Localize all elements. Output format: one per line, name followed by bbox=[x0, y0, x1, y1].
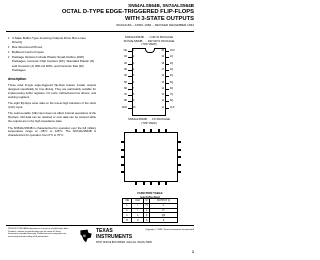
pin-stub bbox=[165, 89, 169, 90]
feature-text: 3-State Buffer-Type Inverting Outputs Drive Bus Lines Directly bbox=[12, 36, 86, 45]
pin-name: 4D bbox=[124, 75, 127, 78]
fk-pin-right bbox=[177, 141, 181, 143]
pin-stub bbox=[165, 101, 169, 102]
column-header: OUTPUT Q bbox=[149, 199, 177, 204]
svg-text:ti: ti bbox=[83, 232, 86, 238]
pin-number: 6 bbox=[133, 81, 135, 84]
fk-package-caption bbox=[106, 118, 192, 125]
table-cell: H bbox=[149, 208, 177, 213]
pin-number: 2 bbox=[133, 56, 135, 59]
feature-text: Buffered Control Inputs bbox=[12, 50, 44, 55]
pin-name: 5Q bbox=[170, 81, 174, 84]
table-cell: L bbox=[123, 208, 132, 213]
pin-stub bbox=[165, 108, 169, 109]
company-name bbox=[96, 229, 132, 240]
pin-number: 17 bbox=[161, 68, 164, 71]
fk-pin-bottom bbox=[158, 181, 160, 185]
pin-stub bbox=[165, 83, 169, 84]
company-name-line-1: TEXAS bbox=[96, 228, 113, 234]
pin-number: 5 bbox=[133, 75, 135, 78]
header-divider bbox=[6, 31, 194, 32]
pin-stub bbox=[128, 75, 135, 78]
fk-pin-bottom bbox=[165, 181, 167, 185]
doc-info: SDAS218A – APRIL 1982 – REVISED DECEMBER 1994 bbox=[116, 23, 194, 27]
fk-pin-left bbox=[121, 141, 125, 143]
fk-pin-top bbox=[165, 129, 167, 133]
feature-item bbox=[8, 50, 95, 54]
pin-stub bbox=[165, 70, 169, 71]
title-line-2: WITH 3-STATE OUTPUTS bbox=[124, 15, 194, 22]
pin-number: 1 bbox=[133, 50, 135, 52]
pin-number: 16 bbox=[161, 75, 164, 78]
copyright-notice: Copyright © 1994, Texas Instruments Incorporated bbox=[145, 229, 194, 231]
pin-stub bbox=[128, 62, 135, 65]
table-row bbox=[123, 218, 178, 223]
column-header: D bbox=[145, 199, 148, 203]
feature-text: Bus-Structured Pinout bbox=[12, 45, 43, 50]
feature-text: Package Options Include Plastic Small-Outline (DW) Packages, Ceramic Chip Carriers (FK), Standard Plastic (N) and Ceramic (J) 300-mil DIPs, and Ceramic Flat (W) Packages bbox=[12, 55, 95, 73]
fk-pin-right bbox=[177, 171, 181, 173]
pin-name: 3Q bbox=[170, 68, 174, 71]
pin-number: 9 bbox=[133, 100, 135, 103]
fk-pin-top bbox=[135, 129, 137, 133]
table-cell: X bbox=[144, 213, 150, 218]
pin-number: 13 bbox=[161, 94, 164, 97]
fk-pin-bottom bbox=[150, 181, 152, 185]
description-paragraph: The SN54ALS564B is characterized for operation over the full military temperature range of –55°C to 125°C. The SN74ALS564B is characterized for operation from 0°C to 70°C. bbox=[8, 125, 96, 138]
table-cell: Q0 bbox=[149, 213, 177, 218]
function-table-heading: FUNCTION TABLE (each flip-flop) bbox=[137, 191, 163, 199]
table-cell: ↑ bbox=[132, 203, 144, 208]
table-cell: ↑ bbox=[132, 208, 144, 213]
pin-number: 19 bbox=[161, 56, 164, 59]
pin-name: VCC bbox=[170, 50, 175, 52]
table-cell: L bbox=[123, 203, 132, 208]
bullet-icon: • bbox=[8, 49, 10, 55]
company-name-line-2: INSTRUMENTS bbox=[96, 233, 133, 240]
company-address: POST OFFICE BOX 655303 • DALLAS, TEXAS 75265 bbox=[96, 242, 152, 244]
pin-name: 8D bbox=[124, 100, 127, 103]
fk-pin-top bbox=[143, 129, 145, 133]
pin-name: 5D bbox=[124, 81, 127, 84]
package-notch-icon bbox=[145, 48, 155, 53]
fk-pin-left bbox=[121, 171, 125, 173]
bullet-icon: • bbox=[8, 54, 10, 60]
pin-stub bbox=[165, 95, 169, 96]
pin-name: 6Q bbox=[170, 87, 174, 90]
description-paragraph: The output-enable (OE) input does not affect internal operations of the flip-flops. Old data can be retained or new data can be entered while the outputs are in the high-impedance state. bbox=[8, 111, 96, 124]
fk-pin-right bbox=[177, 149, 181, 151]
fk-pin-top bbox=[158, 129, 160, 133]
pin-name: 2Q bbox=[170, 62, 174, 65]
title-line-1: OCTAL D-TYPE EDGE-TRIGGERED FLIP-FLOPS bbox=[61, 9, 194, 15]
description-body bbox=[8, 84, 96, 141]
pin-stub bbox=[128, 87, 135, 90]
column-header: CLK bbox=[132, 199, 144, 204]
function-table bbox=[122, 198, 178, 223]
feature-list bbox=[8, 36, 95, 73]
dip-caption-line-1: SN54ALS564B . . . J OR W PACKAGE bbox=[124, 35, 174, 39]
description-heading: description bbox=[8, 77, 27, 81]
description-paragraph: The eight flip-flops enter data on the low-to-high transition of the clock (CLK) input. bbox=[8, 101, 96, 109]
pin-number: 3 bbox=[133, 62, 135, 65]
description-paragraph: These octal D-type edge-triggered flip-flops feature 3-state outputs designed specifically for bus driving. They are particularly suitable for implementing buffer registers, I/O ports, bidirectional bus drivers, and working registers. bbox=[8, 83, 96, 99]
part-numbers: SN54ALS564B, SN74ALS564B bbox=[128, 3, 194, 8]
footer-divider bbox=[6, 225, 194, 226]
pin-number: 4 bbox=[133, 68, 135, 71]
bullet-icon: • bbox=[8, 35, 10, 40]
pin-name: 7Q bbox=[170, 94, 174, 97]
pin-number: 14 bbox=[161, 87, 164, 90]
pin-name: 7D bbox=[124, 94, 127, 97]
pin-stub bbox=[165, 51, 169, 52]
pin-stub bbox=[128, 50, 135, 52]
texas-instruments-logo-icon bbox=[78, 228, 94, 244]
pin-stub bbox=[128, 100, 135, 103]
pin-stub bbox=[128, 108, 132, 109]
fk-pin-bottom bbox=[135, 181, 137, 185]
page-number: 1 bbox=[192, 250, 194, 254]
fk-pin-right bbox=[177, 156, 181, 158]
pin-number: 8 bbox=[133, 94, 135, 97]
dip-package-caption bbox=[106, 36, 192, 47]
pin-name: GND bbox=[121, 106, 127, 109]
column-header: OE bbox=[123, 199, 132, 204]
table-cell: L bbox=[123, 213, 132, 218]
pin-name: 4Q bbox=[170, 75, 174, 78]
table-cell: H bbox=[123, 218, 132, 223]
pin-number: 10 bbox=[133, 106, 136, 109]
fk-pin-bottom bbox=[143, 181, 145, 185]
pin-stub bbox=[165, 64, 169, 65]
fk-view-label: (TOP VIEW) bbox=[141, 120, 157, 125]
pin-number: 11 bbox=[161, 106, 164, 109]
legal-notice: PRODUCTION DATA information is current as of publication date. Products conform to specifications per the terms of Texas Instruments standard warranty. Production processing does not necessarily include testing of all parameters. bbox=[8, 228, 69, 239]
feature-item bbox=[8, 55, 95, 72]
pin-number: 7 bbox=[133, 87, 135, 90]
pin-name: 2D bbox=[124, 62, 127, 65]
table-cell: L bbox=[144, 208, 150, 213]
feature-item bbox=[8, 45, 95, 49]
table-cell: X bbox=[144, 218, 150, 223]
pin-name: 8Q bbox=[170, 100, 174, 103]
fk-pin-right bbox=[177, 164, 181, 166]
pin-stub bbox=[128, 56, 135, 59]
table-cell: L bbox=[149, 203, 177, 208]
pin-stub bbox=[165, 57, 169, 58]
pin-name: 1D bbox=[124, 56, 127, 59]
pin-stub bbox=[128, 81, 135, 84]
fk-pin-left bbox=[121, 156, 125, 158]
fk-pin-top bbox=[150, 129, 152, 133]
pin-stub bbox=[128, 68, 135, 71]
bullet-icon: • bbox=[8, 44, 10, 50]
pin-name: OE bbox=[123, 50, 127, 52]
pin-name: 1Q bbox=[170, 56, 174, 59]
dip-caption-line-2: SN74ALS564B . . . DW OR N PACKAGE bbox=[123, 38, 175, 43]
page-title bbox=[62, 9, 194, 22]
pin-stub bbox=[128, 94, 135, 97]
pin-number: 15 bbox=[161, 81, 164, 84]
table-cell: X bbox=[132, 218, 144, 223]
pin-name: CLK bbox=[170, 106, 175, 109]
dip-view-label: (TOP VIEW) bbox=[141, 42, 157, 47]
table-cell: Z bbox=[149, 218, 177, 223]
fk-pin-left bbox=[121, 149, 125, 151]
fk-pin-left bbox=[121, 164, 125, 166]
fk-package-outline bbox=[124, 132, 178, 182]
table-cell: H bbox=[145, 204, 148, 208]
pin-number: 20 bbox=[161, 50, 164, 52]
pin-number: 18 bbox=[161, 62, 164, 65]
table-cell: L bbox=[132, 213, 144, 218]
feature-item bbox=[8, 36, 95, 45]
pin-name: 3D bbox=[124, 68, 127, 71]
fk-caption-line: SN54ALS564B . . . FK PACKAGE bbox=[128, 117, 170, 121]
pin-name: 6D bbox=[124, 87, 127, 90]
pin-number: 12 bbox=[161, 100, 164, 103]
pin-stub bbox=[165, 76, 169, 77]
